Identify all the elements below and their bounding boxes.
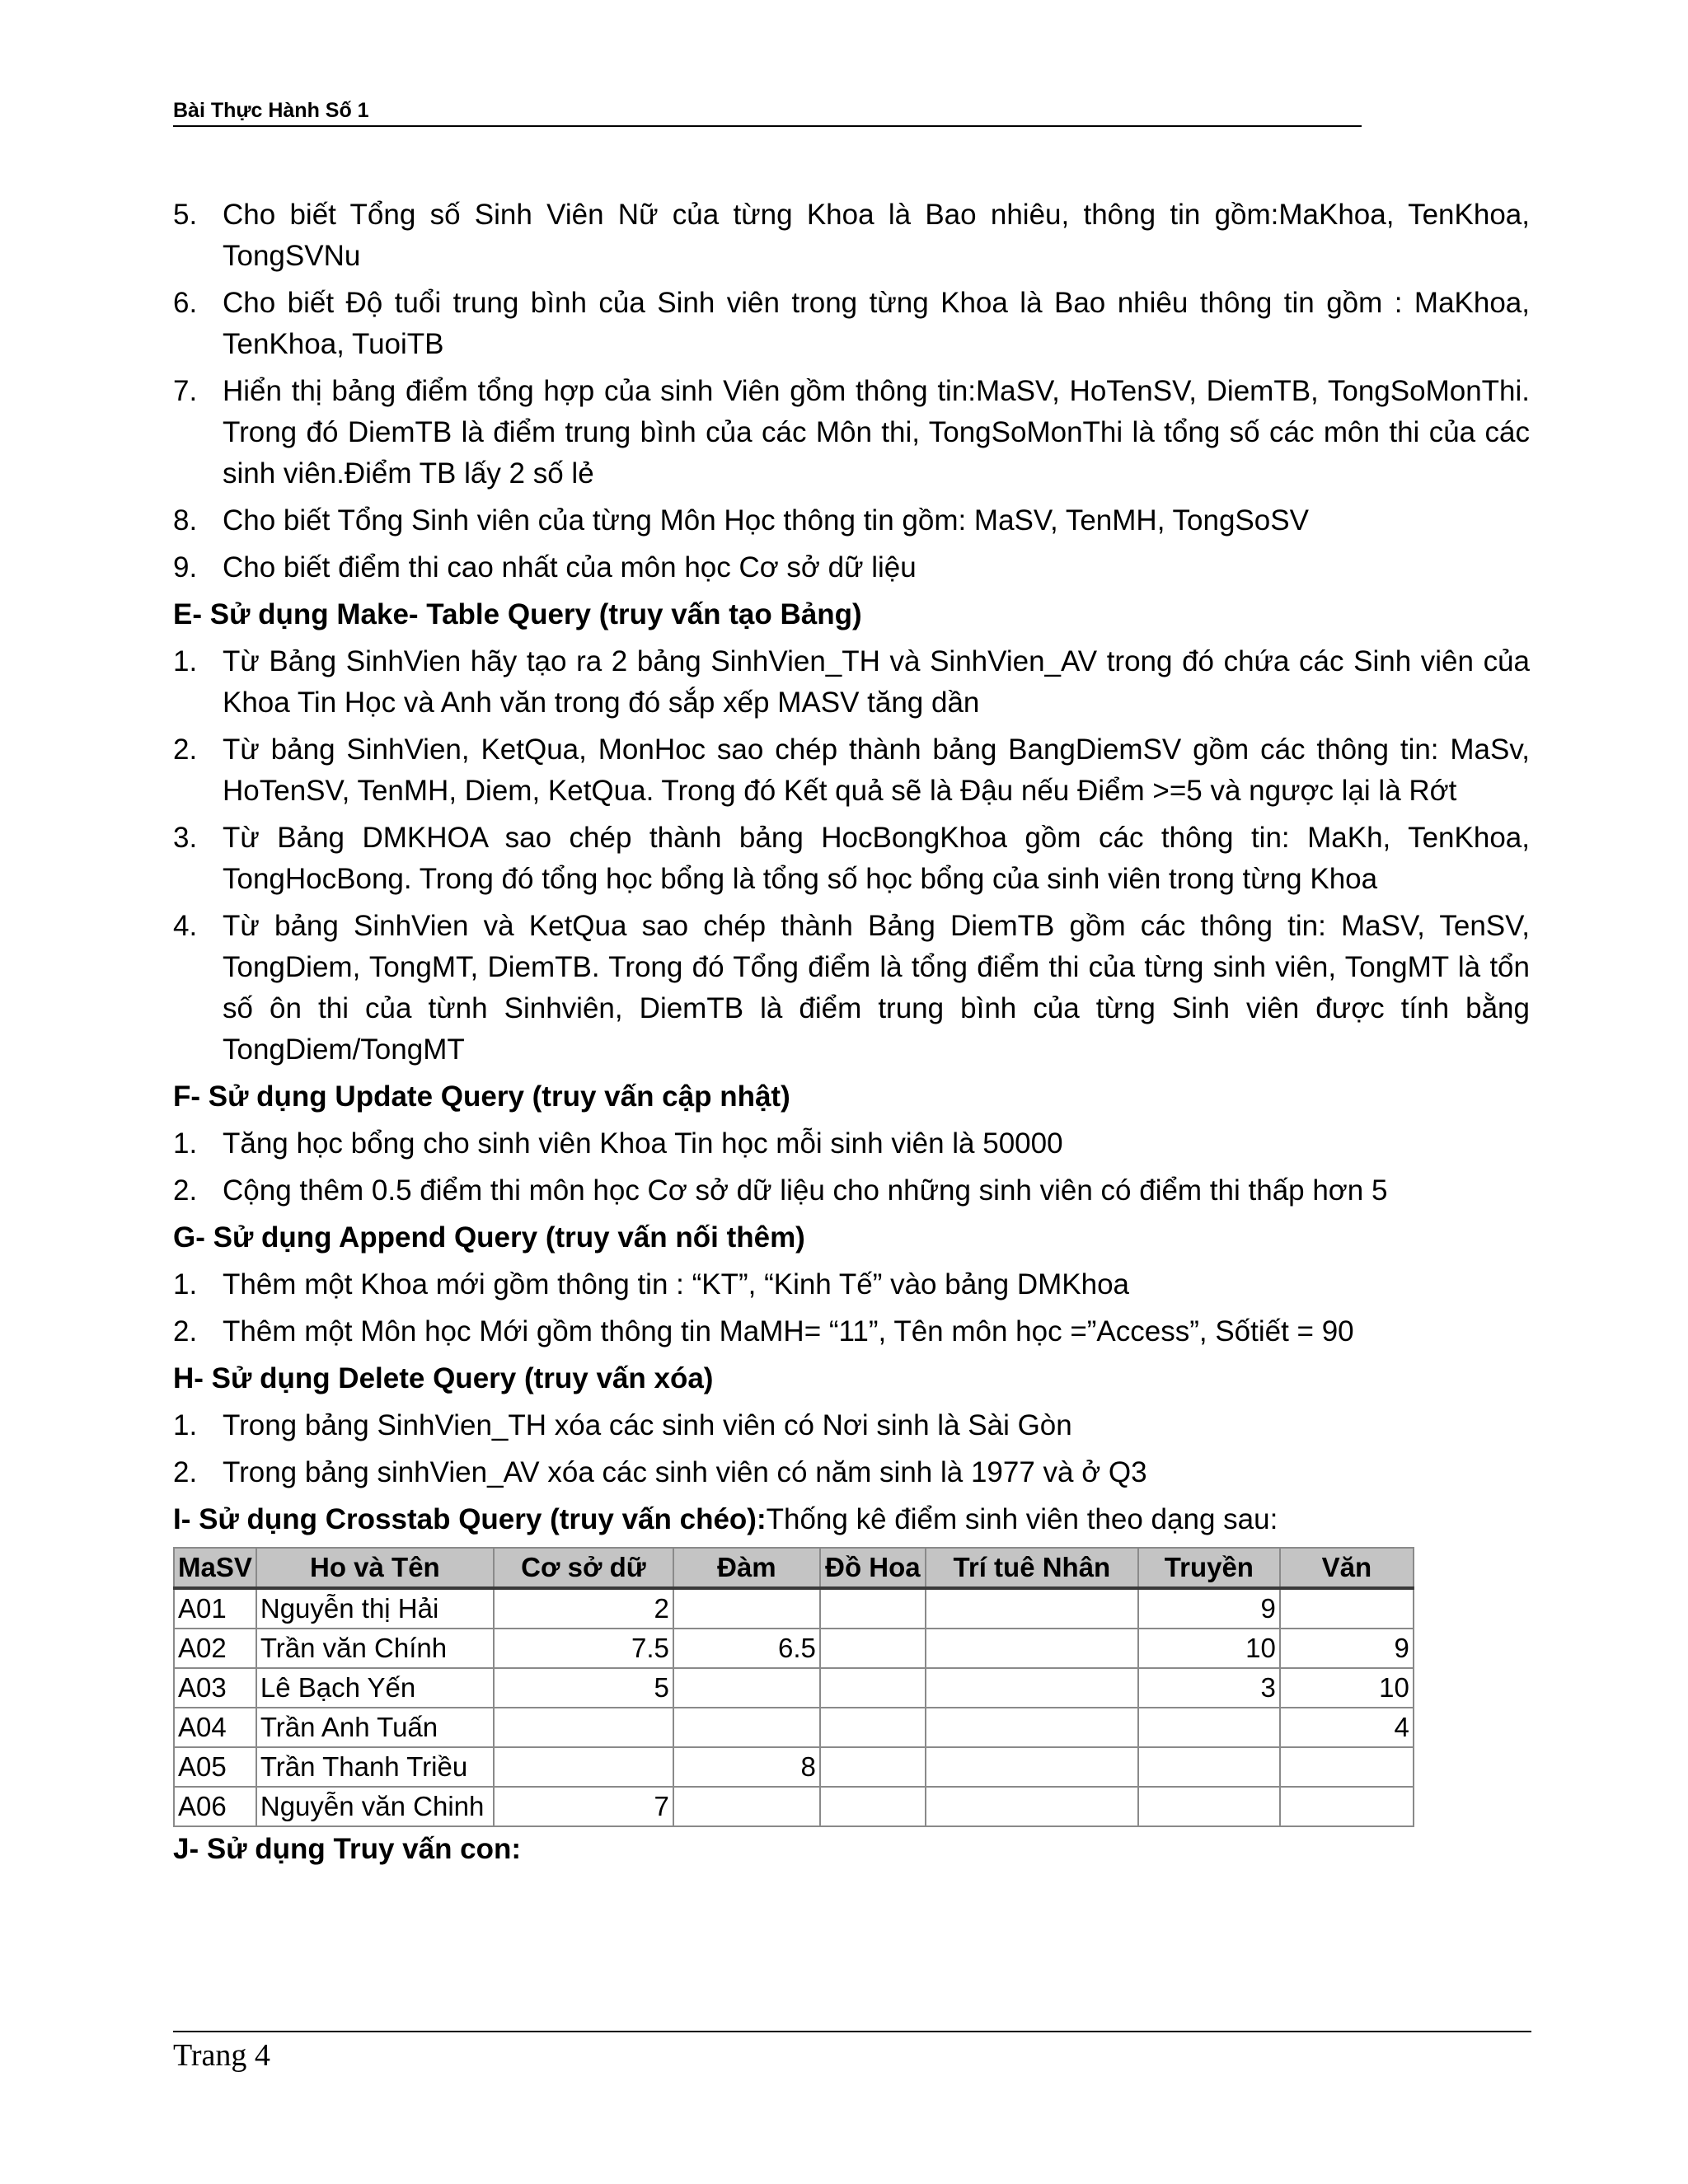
table-cell: A01 bbox=[174, 1588, 256, 1629]
list-item-e4 bbox=[173, 906, 1530, 1071]
table-cell bbox=[494, 1747, 673, 1787]
table-row bbox=[174, 1629, 1414, 1668]
list-item-h1 bbox=[173, 1405, 1530, 1446]
column-header: Đàm bbox=[673, 1548, 820, 1588]
table-cell: A03 bbox=[174, 1668, 256, 1708]
table-cell: 7 bbox=[494, 1787, 673, 1826]
item-text: Hiển thị bảng điểm tổng hợp của sinh Viên gồm thông tin:MaSV, HoTenSV, DiemTB, TongSoMonThi. Trong đó DiemTB là điểm trung bình của các Môn thi, TongSoMonThi là tổng số các môn thi của các sinh viên.Điểm TB lấy 2 số lẻ bbox=[223, 375, 1530, 490]
item-number: 1. bbox=[173, 1127, 198, 1160]
table-cell: Nguyễn thị Hải bbox=[256, 1588, 494, 1629]
item-number: 1. bbox=[173, 1409, 198, 1441]
section-f-heading: F- Sử dụng Update Query (truy vấn cập nhật) bbox=[173, 1080, 790, 1113]
item-number: 3. bbox=[173, 822, 198, 854]
section-e-heading: E- Sử dụng Make- Table Query (truy vấn tạo Bảng) bbox=[173, 598, 862, 630]
item-text: Cộng thêm 0.5 điểm thi môn học Cơ sở dữ liệu cho những sinh viên có điểm thi thấp hơn 5 bbox=[223, 1174, 1388, 1207]
table-cell: A06 bbox=[174, 1787, 256, 1826]
table-cell: 10 bbox=[1280, 1668, 1414, 1708]
table-cell bbox=[1280, 1588, 1414, 1629]
item-number: 9. bbox=[173, 551, 198, 583]
table-cell bbox=[1138, 1708, 1280, 1747]
table-cell bbox=[820, 1747, 926, 1787]
list-item-d5 bbox=[173, 194, 1530, 277]
item-number: 1. bbox=[173, 1268, 198, 1301]
table-row bbox=[174, 1787, 1414, 1826]
list-item-e1 bbox=[173, 641, 1530, 724]
table-cell: 4 bbox=[1280, 1708, 1414, 1747]
table-cell bbox=[926, 1708, 1138, 1747]
item-number: 2. bbox=[173, 1315, 198, 1347]
table-cell bbox=[1138, 1787, 1280, 1826]
table-cell: A02 bbox=[174, 1629, 256, 1668]
table-cell bbox=[820, 1629, 926, 1668]
section-i-description: Thống kê điểm sinh viên theo dạng sau: bbox=[766, 1503, 1278, 1535]
table-cell: Trần Anh Tuấn bbox=[256, 1708, 494, 1747]
column-header: MaSV bbox=[174, 1548, 256, 1588]
table-cell bbox=[1138, 1747, 1280, 1787]
list-item-g1 bbox=[173, 1264, 1530, 1305]
section-g-heading: G- Sử dụng Append Query (truy vấn nối thêm) bbox=[173, 1221, 805, 1254]
item-number: 7. bbox=[173, 375, 198, 407]
table-cell bbox=[1280, 1787, 1414, 1826]
table-cell: A04 bbox=[174, 1708, 256, 1747]
section-i-title: I- Sử dụng Crosstab Query (truy vấn chéo): bbox=[173, 1503, 767, 1535]
item-number: 2. bbox=[173, 1456, 198, 1488]
section-h-heading: H- Sử dụng Delete Query (truy vấn xóa) bbox=[173, 1362, 714, 1394]
table-cell bbox=[926, 1787, 1138, 1826]
item-text: Từ Bảng SinhVien hãy tạo ra 2 bảng SinhVien_TH và SinhVien_AV trong đó chứa các Sinh viên của Khoa Tin Học và Anh văn trong đó sắp xếp MASV tăng dần bbox=[223, 645, 1530, 719]
page-number: Trang 4 bbox=[173, 2038, 270, 2073]
table-header-row bbox=[174, 1548, 1414, 1588]
item-text: Từ bảng SinhVien, KetQua, MonHoc sao chép thành bảng BangDiemSV gồm các thông tin: MaSv, HoTenSV, TenMH, Diem, KetQua. Trong đó Kết quả sẽ là Đậu nếu Điểm >=5 và ngược lại là Rớt bbox=[223, 733, 1530, 807]
table-cell: 8 bbox=[673, 1747, 820, 1787]
list-item-d6 bbox=[173, 283, 1530, 365]
table-cell: 3 bbox=[1138, 1668, 1280, 1708]
column-header: Trí tuê Nhân bbox=[926, 1548, 1138, 1588]
table-cell: A05 bbox=[174, 1747, 256, 1787]
table-cell bbox=[1280, 1747, 1414, 1787]
table-cell: 5 bbox=[494, 1668, 673, 1708]
item-text: Thêm một Môn học Mới gồm thông tin MaMH= “11”, Tên môn học =”Access”, Sốtiết = 90 bbox=[223, 1315, 1354, 1347]
item-number: 5. bbox=[173, 199, 198, 231]
column-header: Truyền bbox=[1138, 1548, 1280, 1588]
column-header: Ho và Tên bbox=[256, 1548, 494, 1588]
footer-rule bbox=[173, 2031, 1531, 2032]
item-text: Cho biết điểm thi cao nhất của môn học Cơ sở dữ liệu bbox=[223, 551, 917, 583]
column-header: Đồ Hoa bbox=[820, 1548, 926, 1588]
header-rule bbox=[173, 125, 1362, 127]
table-cell bbox=[926, 1668, 1138, 1708]
table-cell: Nguyễn văn Chinh bbox=[256, 1787, 494, 1826]
table-cell: Trần văn Chính bbox=[256, 1629, 494, 1668]
list-item-d7 bbox=[173, 371, 1530, 494]
document-header-title: Bài Thực Hành Số 1 bbox=[173, 99, 369, 122]
list-item-f2 bbox=[173, 1170, 1530, 1212]
section-i-heading bbox=[173, 1499, 1530, 1540]
item-text: Trong bảng sinhVien_AV xóa các sinh viên có năm sinh là 1977 và ở Q3 bbox=[223, 1456, 1147, 1488]
table-cell bbox=[820, 1787, 926, 1826]
document-body bbox=[173, 194, 1530, 1876]
item-text: Cho biết Tổng Sinh viên của từng Môn Học thông tin gồm: MaSV, TenMH, TongSoSV bbox=[223, 504, 1309, 537]
list-item-e2 bbox=[173, 729, 1530, 812]
list-item-f1 bbox=[173, 1123, 1530, 1165]
table-cell: 2 bbox=[494, 1588, 673, 1629]
table-cell bbox=[673, 1588, 820, 1629]
table-cell bbox=[494, 1708, 673, 1747]
list-item-d8 bbox=[173, 500, 1530, 541]
table-cell: Trần Thanh Triều bbox=[256, 1747, 494, 1787]
table-cell bbox=[673, 1708, 820, 1747]
crosstab-table bbox=[173, 1547, 1414, 1827]
item-text: Tăng học bổng cho sinh viên Khoa Tin học mỗi sinh viên là 50000 bbox=[223, 1127, 1063, 1160]
table-cell bbox=[673, 1787, 820, 1826]
section-j-heading: J- Sử dụng Truy vấn con: bbox=[173, 1833, 522, 1865]
list-item-e3 bbox=[173, 818, 1530, 900]
table-cell: 7.5 bbox=[494, 1629, 673, 1668]
table-cell bbox=[926, 1747, 1138, 1787]
item-number: 4. bbox=[173, 910, 198, 942]
table-cell bbox=[926, 1588, 1138, 1629]
column-header: Cơ sở dữ bbox=[494, 1548, 673, 1588]
table-row bbox=[174, 1588, 1414, 1629]
item-number: 6. bbox=[173, 287, 198, 319]
item-text: Từ Bảng DMKHOA sao chép thành bảng HocBongKhoa gồm các thông tin: MaKh, TenKhoa, TongHocBong. Trong đó tổng học bổng là tổng số học bổng của sinh viên trong từng Khoa bbox=[223, 822, 1530, 895]
table-cell bbox=[926, 1629, 1138, 1668]
table-row bbox=[174, 1747, 1414, 1787]
list-item-h2 bbox=[173, 1452, 1530, 1493]
table-row bbox=[174, 1708, 1414, 1747]
item-text: Cho biết Tổng số Sinh Viên Nữ của từng Khoa là Bao nhiêu, thông tin gồm:MaKhoa, TenKhoa, TongSVNu bbox=[223, 199, 1530, 272]
list-item-g2 bbox=[173, 1311, 1530, 1352]
item-text: Từ bảng SinhVien và KetQua sao chép thành Bảng DiemTB gồm các thông tin: MaSV, TenSV, TongDiem, TongMT, DiemTB. Trong đó Tổng điểm là tổng điểm thi của từng sinh viên, TongMT là tổn số ôn thi của từnh Sinhviên, DiemTB là điểm trung bình của từng Sinh viên được tính bằng TongDiem/TongMT bbox=[223, 910, 1530, 1066]
table-cell: Lê Bạch Yến bbox=[256, 1668, 494, 1708]
table-cell bbox=[820, 1708, 926, 1747]
table-cell: 9 bbox=[1138, 1588, 1280, 1629]
item-number: 2. bbox=[173, 1174, 198, 1207]
table-cell: 9 bbox=[1280, 1629, 1414, 1668]
item-text: Thêm một Khoa mới gồm thông tin : “KT”, “Kinh Tế” vào bảng DMKhoa bbox=[223, 1268, 1130, 1301]
item-text: Trong bảng SinhVien_TH xóa các sinh viên có Nơi sinh là Sài Gòn bbox=[223, 1409, 1072, 1441]
item-number: 8. bbox=[173, 504, 198, 537]
item-number: 1. bbox=[173, 645, 198, 677]
table-cell bbox=[820, 1668, 926, 1708]
list-item-d9 bbox=[173, 547, 1530, 588]
table-cell: 6.5 bbox=[673, 1629, 820, 1668]
table-cell: 10 bbox=[1138, 1629, 1280, 1668]
table-cell bbox=[673, 1668, 820, 1708]
column-header: Văn bbox=[1280, 1548, 1414, 1588]
table-cell bbox=[820, 1588, 926, 1629]
item-text: Cho biết Độ tuổi trung bình của Sinh viên trong từng Khoa là Bao nhiêu thông tin gồm : MaKhoa, TenKhoa, TuoiTB bbox=[223, 287, 1530, 360]
item-number: 2. bbox=[173, 733, 198, 766]
table-row bbox=[174, 1668, 1414, 1708]
